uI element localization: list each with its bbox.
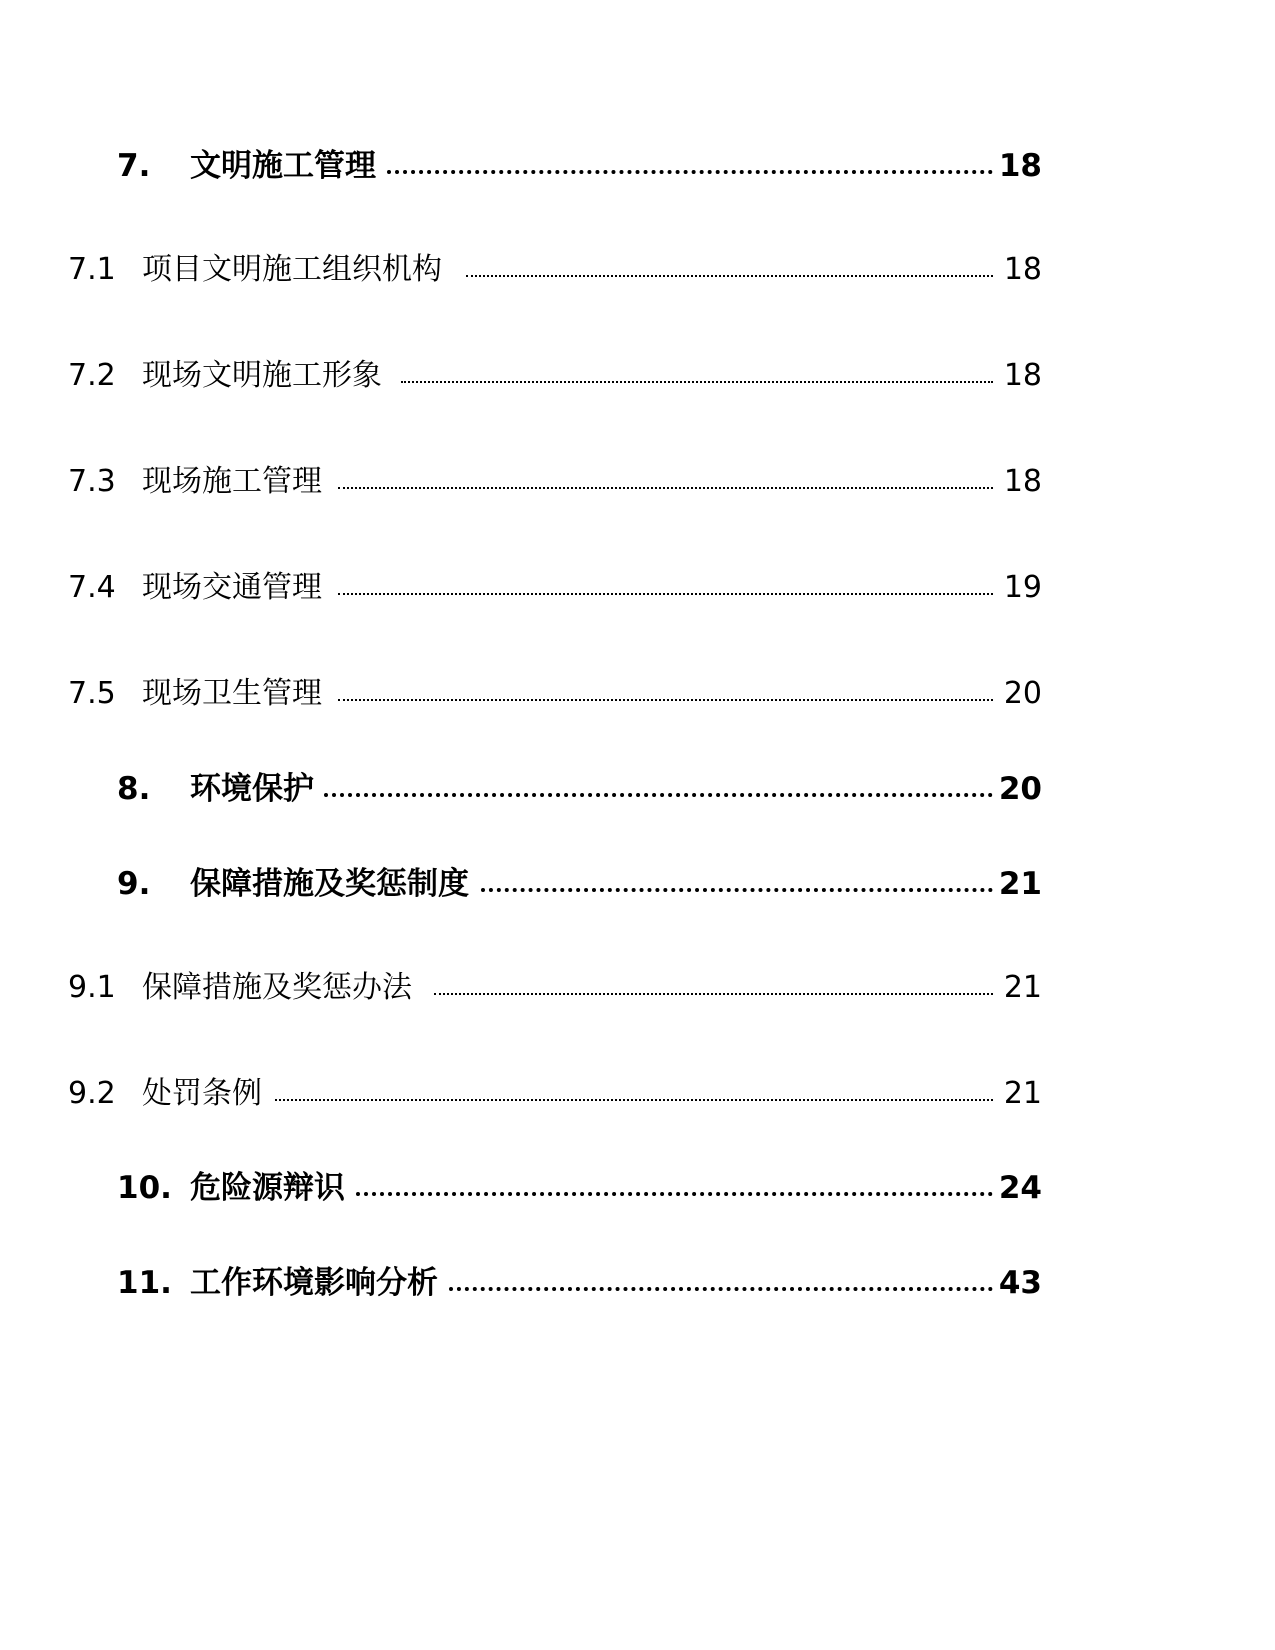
toc-entry-number: 7.2	[68, 358, 116, 393]
toc-entry-7-4[interactable]	[0, 563, 1275, 613]
toc-entry-page: 18	[998, 148, 1042, 184]
toc-entry-page: 21	[998, 866, 1042, 902]
toc-entry-title: 现场文明施工形象	[142, 358, 382, 393]
toc-entry-number: 10.	[117, 1170, 172, 1206]
toc-dot-leader	[275, 1099, 993, 1101]
toc-entry-7[interactable]	[0, 141, 1275, 191]
toc-entry-title: 项目文明施工组织机构	[142, 252, 442, 287]
toc-entry-page: 18	[1003, 358, 1042, 393]
toc-entry-number: 7.	[117, 148, 151, 184]
toc-entry-9[interactable]	[0, 859, 1275, 909]
toc-entry-title: 现场交通管理	[142, 570, 322, 605]
toc-dot-leader	[449, 1287, 993, 1291]
toc-entry-title: 处罚条例	[142, 1076, 262, 1111]
toc-entry-page: 24	[998, 1170, 1042, 1206]
toc-dot-leader	[338, 487, 993, 489]
toc-entry-title: 文明施工管理	[190, 148, 376, 184]
toc-dot-leader	[387, 170, 993, 174]
toc-dot-leader	[481, 888, 993, 892]
toc-entry-number: 8.	[117, 771, 151, 807]
toc-entry-number: 7.1	[68, 252, 116, 287]
toc-entry-number: 9.1	[68, 970, 116, 1005]
toc-dot-leader	[401, 381, 993, 383]
toc-entry-8[interactable]	[0, 764, 1275, 814]
toc-dot-leader	[466, 275, 993, 277]
toc-entry-title: 现场卫生管理	[142, 676, 322, 711]
toc-entry-7-2[interactable]	[0, 351, 1275, 401]
toc-entry-number: 7.5	[68, 676, 116, 711]
toc-entry-9-2[interactable]	[0, 1069, 1275, 1119]
toc-entry-title: 工作环境影响分析	[190, 1265, 438, 1301]
toc-entry-page: 20	[1003, 676, 1042, 711]
toc-entry-page: 20	[998, 771, 1042, 807]
toc-entry-title: 危险源辩识	[190, 1170, 345, 1206]
toc-entry-page: 21	[1003, 1076, 1042, 1111]
toc-entry-7-1[interactable]	[0, 245, 1275, 295]
toc-entry-title: 现场施工管理	[142, 464, 322, 499]
toc-entry-number: 9.	[117, 866, 151, 902]
toc-dot-leader	[338, 699, 993, 701]
toc-entry-number: 7.3	[68, 464, 116, 499]
toc-entry-page: 43	[998, 1265, 1042, 1301]
toc-entry-page: 18	[1003, 464, 1042, 499]
toc-entry-number: 7.4	[68, 570, 116, 605]
toc-entry-number: 9.2	[68, 1076, 116, 1111]
toc-entry-page: 18	[1003, 252, 1042, 287]
toc-dot-leader	[356, 1192, 993, 1196]
toc-entry-7-5[interactable]	[0, 669, 1275, 719]
toc-entry-10[interactable]	[0, 1163, 1275, 1213]
toc-dot-leader	[338, 593, 993, 595]
toc-dot-leader	[434, 993, 993, 995]
toc-entry-title: 保障措施及奖惩制度	[190, 866, 469, 902]
toc-entry-page: 21	[1003, 970, 1042, 1005]
toc-entry-number: 11.	[117, 1265, 172, 1301]
toc-entry-7-3[interactable]	[0, 457, 1275, 507]
toc-entry-title: 保障措施及奖惩办法	[142, 970, 412, 1005]
toc-entry-title: 环境保护	[190, 771, 314, 807]
toc-dot-leader	[324, 793, 993, 797]
toc-entry-11[interactable]	[0, 1258, 1275, 1308]
toc-entry-page: 19	[1003, 570, 1042, 605]
toc-entry-9-1[interactable]	[0, 963, 1275, 1013]
